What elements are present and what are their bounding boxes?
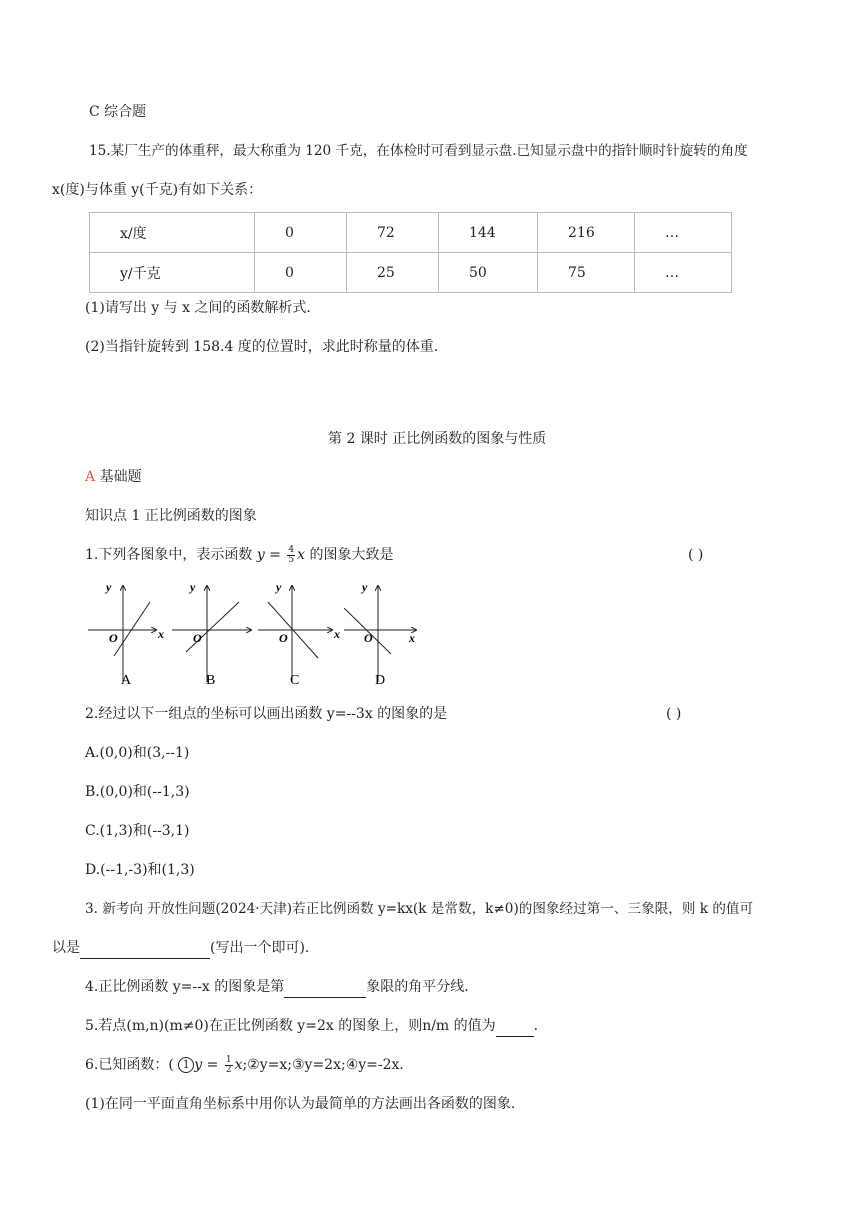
q2-answer-paren: ( ) — [666, 706, 682, 722]
q2-option-a: A.(0,0)和(3,--1) — [85, 745, 190, 761]
q3-line2-post: (写出一个即可). — [210, 940, 310, 956]
table-cell: y/千克 — [90, 253, 255, 293]
section-a-letter: A — [85, 469, 96, 485]
q1-fraction — [287, 546, 295, 565]
y-label: y — [362, 580, 368, 594]
table-cell: … — [635, 213, 732, 253]
table-cell: 50 — [439, 253, 538, 293]
q5-post: . — [533, 1018, 539, 1034]
option-label-d: D — [375, 673, 386, 688]
q6-denominator: 2 — [225, 1064, 232, 1075]
q1-answer-paren: ( ) — [688, 547, 704, 563]
q1-line — [85, 545, 393, 565]
table-cell: … — [635, 253, 732, 293]
section-a-heading — [85, 467, 142, 487]
q3-answer-blank[interactable] — [80, 938, 210, 959]
graph-c — [258, 580, 340, 688]
q6-fraction — [225, 1056, 233, 1075]
table-row — [90, 213, 732, 253]
q1-post: 的图象大致是 — [305, 547, 394, 563]
section-c-heading: C 综合题 — [89, 104, 147, 120]
table-cell: x/度 — [90, 213, 255, 253]
table-cell: 72 — [347, 213, 439, 253]
x-label: x — [409, 631, 415, 645]
table-row — [90, 253, 732, 293]
q3-line2-pre: 以是 — [52, 940, 80, 956]
q2-option-b: B.(0,0)和(--1,3) — [85, 784, 190, 800]
section-a-text: 基础题 — [99, 469, 142, 485]
q4-pre: 4.正比例函数 y=--x 的图象是第 — [85, 979, 285, 995]
q3-line2 — [52, 938, 309, 959]
q6-y-eq: y = — [194, 1057, 223, 1073]
q1-graph-options — [86, 580, 426, 690]
origin-label: O — [193, 631, 202, 645]
q5-pre: 5.若点(m,n)(m≠0)在正比例函数 y=2x 的图象上，则n/m 的值为 — [85, 1018, 496, 1034]
table-cell: 75 — [538, 253, 635, 293]
x-label: x — [334, 627, 340, 641]
graph-a — [88, 580, 164, 688]
origin-label: O — [364, 631, 373, 645]
relation-table — [89, 212, 732, 293]
q1-x: x — [297, 547, 305, 563]
q1-numerator: 4 — [288, 544, 295, 555]
q4-line — [85, 977, 469, 998]
table-cell: 0 — [255, 253, 347, 293]
q6-x: x — [234, 1057, 243, 1073]
q2-option-d: D.(--1,-3)和(1,3) — [85, 862, 195, 878]
knowledge-point-1: 知识点 1 正比例函数的图象 — [85, 508, 257, 524]
q6-numerator: 1 — [225, 1054, 232, 1065]
graph-b — [172, 580, 251, 688]
q1-denominator: 5 — [288, 554, 295, 565]
table-cell: 144 — [439, 213, 538, 253]
lesson-title: 第 2 课时 正比例函数的图象与性质 — [328, 431, 547, 447]
q15-line2: x(度)与体重 y(千克)有如下关系： — [52, 182, 263, 198]
option-label-b: B — [206, 673, 216, 688]
q2-option-c: C.(1,3)和(--3,1) — [85, 823, 190, 839]
y-label: y — [190, 580, 196, 594]
q5-line — [85, 1016, 538, 1037]
q1-y-eq: y = — [256, 547, 286, 563]
q15-sub2: (2)当指针旋转到 158.4 度的位置时，求此时称量的体重. — [85, 339, 439, 355]
q6-circled-number: 1 — [178, 1057, 194, 1073]
table-cell: 25 — [347, 253, 439, 293]
q4-post: 象限的角平分线. — [366, 979, 469, 995]
q2-line: 2.经过以下一组点的坐标可以画出函数 y=--3x 的图象的是 — [85, 706, 448, 722]
q6-pre: 6.已知函数：( — [85, 1057, 179, 1073]
origin-label: O — [279, 631, 288, 645]
x-label: x — [158, 627, 164, 641]
q6-sub1: (1)在同一平面直角坐标系中用你认为最简单的方法画出各函数的图象. — [85, 1096, 516, 1112]
q15-sub1: (1)请写出 y 与 x 之间的函数解析式. — [85, 300, 311, 316]
graph-d — [344, 580, 416, 688]
q15-line1: 15.某厂生产的体重秤，最大称重为 120 千克，在体检时可看到显示盘.已知显示盘中的指针顺时针旋转的角度 — [89, 143, 748, 159]
q5-answer-blank[interactable] — [496, 1016, 534, 1037]
origin-label: O — [109, 631, 118, 645]
q6-post: ;②y=x;③y=2x;④y=-2x. — [242, 1057, 404, 1073]
table-cell: 216 — [538, 213, 635, 253]
q6-line — [85, 1055, 404, 1075]
q1-pre: 1.下列各图象中，表示函数 — [85, 547, 257, 563]
y-label: y — [276, 580, 282, 594]
y-label: y — [106, 580, 112, 594]
function-line — [114, 602, 150, 656]
q3-line1: 3. 新考向 开放性问题(2024·天津)若正比例函数 y=kx(k 是常数，k≠0)的图象经过第一、三象限，则 k 的值可 — [85, 901, 754, 917]
option-label-a: A — [121, 673, 132, 688]
q4-answer-blank[interactable] — [284, 977, 366, 998]
option-label-c: C — [290, 673, 300, 688]
table-cell: 0 — [255, 213, 347, 253]
